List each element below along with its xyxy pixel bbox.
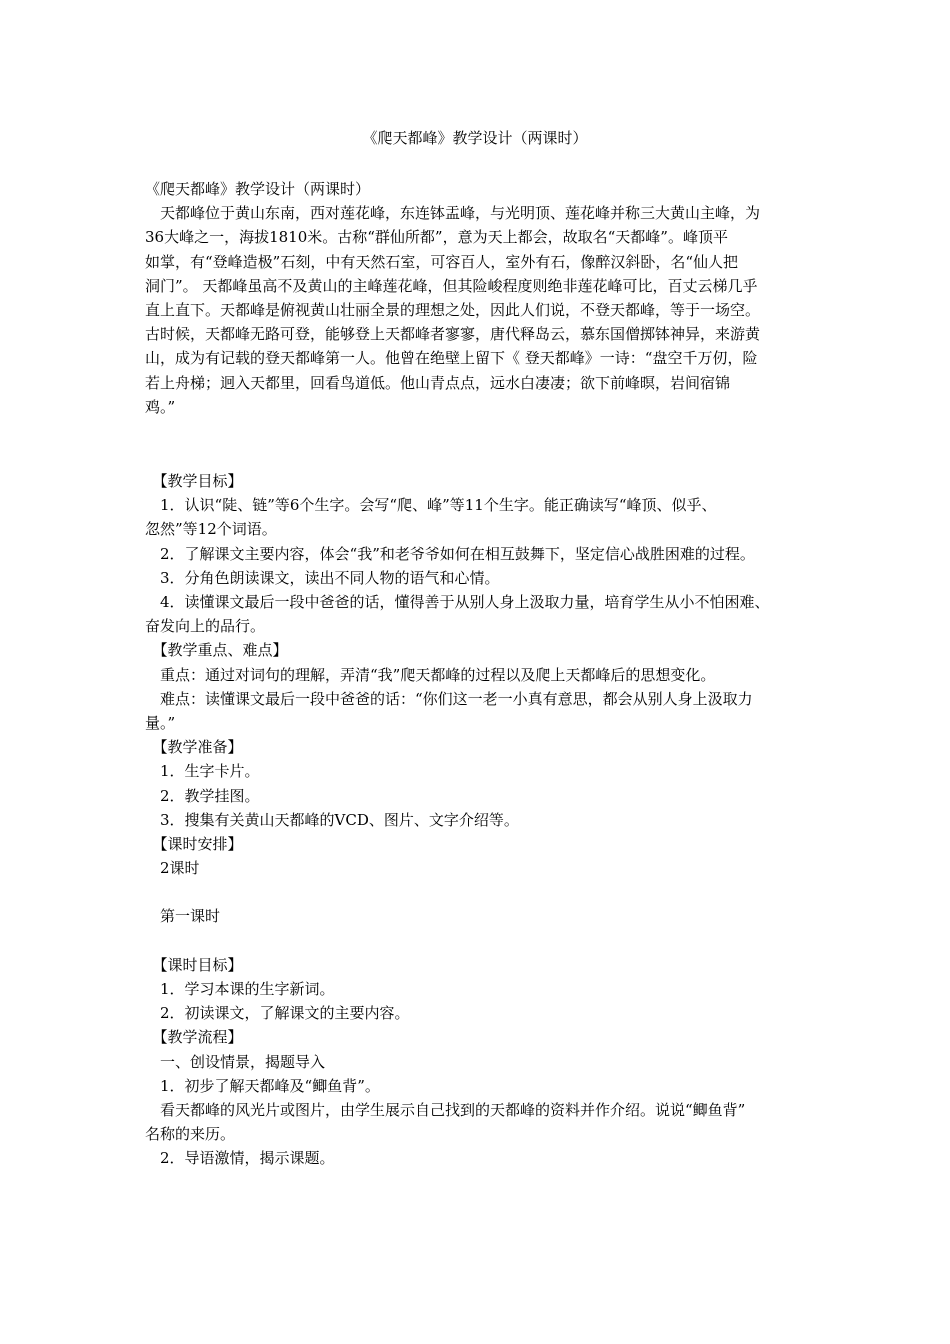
- text-line: 鸡。”: [145, 397, 176, 416]
- text-line: 1．生字卡片。: [145, 762, 260, 781]
- text-line: 2．了解课文主要内容，体会“我”和老爷爷如何在相互鼓舞下，坚定信心战胜困难的过程。: [145, 544, 755, 563]
- section-heading: 【教学流程】: [145, 1028, 243, 1047]
- text-line: 3．搜集有关黄山天都峰的VCD、图片、文字介绍等。: [145, 810, 519, 829]
- text-line: 名称的来历。: [145, 1125, 236, 1144]
- text-line: 《爬天都峰》教学设计（两课时）: [145, 180, 371, 198]
- text-line: 洞门”。 天都峰虽高不及黄山的主峰莲花峰，但其险峻程度则绝非莲花峰可比，百丈云梯几乎: [145, 276, 758, 295]
- text-line: 2．初读课文，了解课文的主要内容。: [145, 1004, 410, 1023]
- text-line: 直上直下。天都峰是俯视黄山壮丽全景的理想之处，因此人们说，不登天都峰，等于一场空。: [145, 300, 761, 319]
- text-line: 1．认识“陡、链”等6个生字。会写“爬、峰”等11个生字。能正确读写“峰顶、似乎、: [145, 496, 717, 515]
- section-heading: 【教学重点、难点】: [145, 641, 288, 660]
- text-line: 2课时: [145, 859, 200, 878]
- text-line: 4．读懂课文最后一段中爸爸的话，懂得善于从别人身上汲取力量，培育学生从小不怕困难、: [145, 593, 770, 611]
- section-heading: 【课时安排】: [145, 834, 243, 853]
- text-line: 古时候，天都峰无路可登，能够登上天都峰者寥寥，唐代释岛云，慕东国僧掷钵神异，来游黄: [145, 325, 761, 344]
- lesson-heading: 第一课时: [145, 907, 221, 926]
- text-line: 一、创设情景，揭题导入: [145, 1052, 326, 1071]
- text-line: 难点：读懂课文最后一段中爸爸的话：“你们这一老一小真有意思，都会从别人身上汲取力: [145, 689, 753, 708]
- text-line: 忽然”等12个词语。: [145, 520, 277, 539]
- text-line: 天都峰位于黄山东南，西对莲花峰，东连钵盂峰，与光明顶、莲花峰并称三大黄山主峰，为: [145, 204, 761, 223]
- text-line: 36大峰之一，海拔1810米。古称“群仙所都”，意为天上都会，故取名“天都峰”。峰顶平: [145, 228, 728, 247]
- document-body: [145, 177, 810, 1171]
- section-heading: 【课时目标】: [145, 955, 243, 974]
- text-line: 1．初步了解天都峰及“鲫鱼背”。: [145, 1076, 380, 1095]
- document-title: 《爬天都峰》教学设计（两课时）: [362, 129, 588, 147]
- text-line: 1．学习本课的生字新词。: [145, 980, 335, 998]
- section-heading: 【教学准备】: [145, 738, 243, 757]
- text-line: 看天都峰的风光片或图片，由学生展示自己找到的天都峰的资料并作介绍。说说“鲫鱼背”: [145, 1100, 746, 1119]
- text-line: 2．导语激情，揭示课题。: [145, 1149, 335, 1168]
- text-line: 重点：通过对词句的理解，弄清“我”爬天都峰的过程以及爬上天都峰后的思想变化。: [145, 665, 716, 684]
- text-line: 3．分角色朗读课文，读出不同人物的语气和心情。: [145, 568, 500, 587]
- text-line: 奋发向上的品行。: [145, 617, 266, 636]
- text-line: 若上舟梯；迥入天都里，回看鸟道低。他山青点点，远水白凄凄；欲下前峰暝，岩间宿锦: [145, 373, 731, 392]
- text-line: 量。”: [145, 713, 176, 732]
- section-heading: 【教学目标】: [145, 472, 243, 491]
- text-line: 山，成为有记载的登天都峰第一人。他曾在绝壁上留下《 登天都峰》一诗：“盘空千万仞，险: [145, 349, 758, 368]
- text-line: 2．教学挂图。: [145, 786, 260, 805]
- text-line: 如掌，有“登峰造极”石刻，中有天然石室，可容百人，室外有石，像醉汉斜卧，名“仙人把: [145, 252, 739, 271]
